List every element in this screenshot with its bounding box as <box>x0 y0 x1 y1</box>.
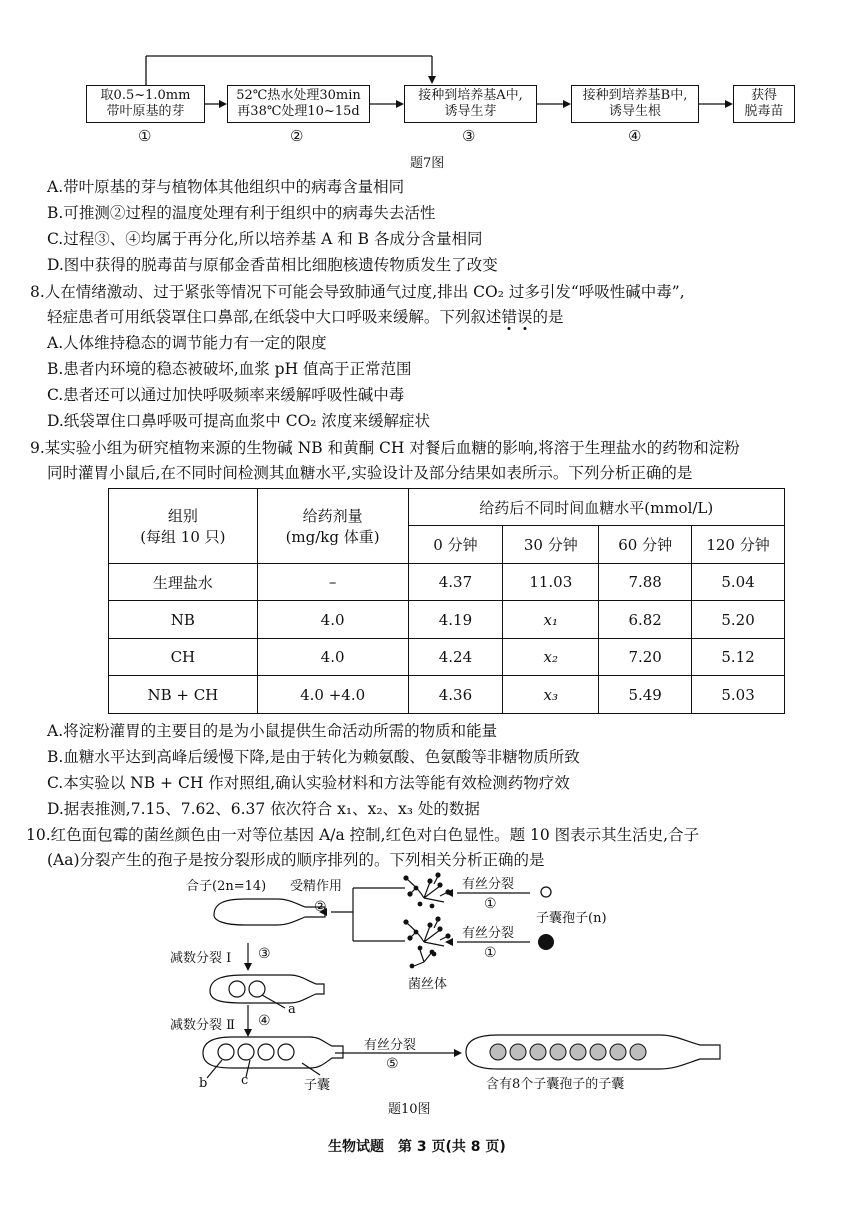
q9-cell-t30: 11.03 <box>503 564 599 601</box>
q8-emph-char1: 错 <box>501 308 517 326</box>
fig10-mitosis-label-5: 有丝分裂 <box>364 1038 417 1053</box>
q9-header-t0: 0 分钟 <box>408 526 503 564</box>
fig10-num-3: ③ <box>258 946 271 962</box>
q9-cell-t0: 4.24 <box>408 639 503 676</box>
q10-stem-line2: (Aa)分裂产生的孢子是按分裂形成的顺序排列的。下列相关分析正确的是 <box>47 851 545 869</box>
q9-cell-t0: 4.19 <box>408 601 503 639</box>
fig10-num-1-top: ① <box>484 896 497 912</box>
q9-cell-dose: – <box>257 564 408 601</box>
fig10-num-1-bottom: ① <box>484 945 497 961</box>
q9-option-a: A.将淀粉灌胃的主要目的是为小鼠提供生命活动所需的物质和能量 <box>47 722 498 740</box>
q9-header-group-line1: 组别 <box>167 507 198 525</box>
zygote-cell <box>214 899 325 925</box>
fig7-box-5-line2: 脱毒苗 <box>744 104 784 119</box>
fig7-num-4: ④ <box>628 127 642 145</box>
q9-cell-dose: 4.0 <box>257 601 408 639</box>
fig7-box-1-line1: 取0.5~1.0mm <box>100 88 191 103</box>
fig10-label-c: c <box>241 1073 249 1088</box>
q9-option-d: D.据表推测,7.15、7.62、6.37 依次符合 x₁、x₂、x₃ 处的数据 <box>47 800 480 818</box>
q8-option-c: C.患者还可以通过加快呼吸频率来缓解呼吸性碱中毒 <box>47 386 405 404</box>
q8-emph-char2: 误 <box>516 308 533 326</box>
q9-header-dose-line1: 给药剂量 <box>302 507 363 525</box>
fig7-box-2-line1: 52℃热水处理30min <box>236 88 361 103</box>
fig7-box-5-line1: 获得 <box>750 88 777 103</box>
fig7-box-4-line1: 接种到培养基B中, <box>582 88 688 103</box>
q8-option-a: A.人体维持稳态的调节能力有一定的限度 <box>47 334 327 352</box>
q9-cell-t120: 5.03 <box>692 676 785 714</box>
q9-cell-t120: 5.12 <box>692 639 785 676</box>
q8-option-b: B.患者内环境的稳态被破坏,血浆 pH 值高于正常范围 <box>47 360 412 378</box>
fig10-mycelium-label: 菌丝体 <box>408 977 448 992</box>
fig10-meiosis2-label: 减数分裂 Ⅱ <box>170 1018 235 1033</box>
q7-option-c: C.过程③、④均属于再分化,所以培养基 A 和 B 各成分含量相同 <box>47 230 483 248</box>
q9-cell-t60: 6.82 <box>599 601 692 639</box>
q7-option-a: A.带叶原基的芽与植物体其他组织中的病毒含量相同 <box>47 178 405 196</box>
q9-option-c: C.本实验以 NB + CH 作对照组,确认实验材料和方法等能有效检测药物疗效 <box>47 774 570 792</box>
q9-cell-dose: 4.0 +4.0 <box>257 676 408 714</box>
q9-cell-group: NB + CH <box>109 676 258 714</box>
fig10-num-5: ⑤ <box>386 1056 399 1072</box>
q9-cell-t120: 5.20 <box>692 601 785 639</box>
q9-header-group-line2: (每组 10 只) <box>140 528 226 546</box>
fig10-caption: 题10图 <box>388 1102 431 1117</box>
q9-header-time: 给药后不同时间血糖水平(mmol/L) <box>408 489 785 526</box>
page-footer: 生物试题 第 3 页(共 8 页) <box>328 1139 506 1155</box>
q9-cell-t60: 5.49 <box>599 676 692 714</box>
fig7-num-2: ② <box>290 127 304 145</box>
fig10-num-4: ④ <box>258 1013 271 1029</box>
q9-stem-line2: 同时灌胃小鼠后,在不同时间检测其血糖水平,实验设计及部分结果如表所示。下列分析正确的是 <box>47 464 693 482</box>
q9-cell-group: 生理盐水 <box>109 564 258 601</box>
q9-stem-line1: 9.某实验小组为研究植物来源的生物碱 NB 和黄酮 CH 对餐后血糖的影响,将溶于生理盐水的药物和淀粉 <box>30 439 740 457</box>
fig10-ascus-label: 子囊 <box>304 1078 331 1093</box>
fig10-label-b: b <box>199 1076 208 1091</box>
fig10-label-a: a <box>288 1002 296 1017</box>
q8-stem-line1: 8.人在情绪激动、过于紧张等情况下可能会导致肺通气过度,排出 CO₂ 过多引发“呼吸性碱中毒”, <box>30 283 685 301</box>
fig10-mitosis-label-bottom: 有丝分裂 <box>462 926 515 941</box>
q9-cell-t30: x₃ <box>503 676 599 714</box>
fig10-ascus8-label: 含有8个子囊孢子的子囊 <box>486 1077 625 1092</box>
fig7-box-2-line2: 再38℃处理10~15d <box>237 104 360 119</box>
q8-stem-end: 的是 <box>532 308 564 326</box>
q9-cell-t0: 4.37 <box>408 564 503 601</box>
q9-cell-t60: 7.88 <box>599 564 692 601</box>
q9-cell-dose: 4.0 <box>257 639 408 676</box>
q9-cell-group: NB <box>109 601 258 639</box>
q7-option-d: D.图中获得的脱毒苗与原郁金香苗相比细胞核遗传物质发生了改变 <box>47 256 498 274</box>
fig7-caption: 题7图 <box>410 156 445 171</box>
fig7-box-4-line2: 诱导生根 <box>608 104 661 119</box>
q9-header-dose-line2: (mg/kg 体重) <box>285 528 380 546</box>
fig10-zygote-label: 合子(2n=14) <box>186 879 267 894</box>
q9-cell-t30: x₂ <box>503 639 599 676</box>
q10-stem-line1: 10.红色面包霉的菌丝颜色由一对等位基因 A/a 控制,红色对白色显性。题 10 图表示其生活史,合子 <box>26 826 700 844</box>
q9-cell-t30: x₁ <box>503 601 599 639</box>
q9-header-t120: 120 分钟 <box>692 526 785 564</box>
q8-option-d: D.纸袋罩住口鼻呼吸可提高血浆中 CO₂ 浓度来缓解症状 <box>47 412 430 430</box>
fig10-fertilization-label: 受精作用 <box>290 879 343 894</box>
q9-cell-group: CH <box>109 639 258 676</box>
q9-cell-t0: 4.36 <box>408 676 503 714</box>
fig7-num-1: ① <box>138 127 152 145</box>
fig10-num-2: ② <box>314 899 327 915</box>
fig10-spore-label: 子囊孢子(n) <box>536 911 607 926</box>
q9-cell-t60: 7.20 <box>599 639 692 676</box>
fig10-mitosis-label-top: 有丝分裂 <box>462 877 515 892</box>
q9-option-b: B.血糖水平达到高峰后缓慢下降,是由于转化为赖氨酸、色氨酸等非糖物质所致 <box>47 748 580 766</box>
q9-header-t60: 60 分钟 <box>599 526 692 564</box>
fig7-box-3-line1: 接种到培养基A中, <box>418 88 523 103</box>
q9-cell-t120: 5.04 <box>692 564 785 601</box>
q7-option-b: B.可推测②过程的温度处理有利于组织中的病毒失去活性 <box>47 204 436 222</box>
q9-header-t30: 30 分钟 <box>503 526 599 564</box>
fig7-box-3-line2: 诱导生芽 <box>444 104 497 119</box>
fig7-num-3: ③ <box>462 127 476 145</box>
fig10-meiosis1-label: 减数分裂 Ⅰ <box>170 951 232 966</box>
q8-stem-text: 轻症患者可用纸袋罩住口鼻部,在纸袋中大口呼吸来缓解。下列叙述 <box>47 308 502 326</box>
fig7-box-1-line2: 带叶原基的芽 <box>106 104 185 119</box>
